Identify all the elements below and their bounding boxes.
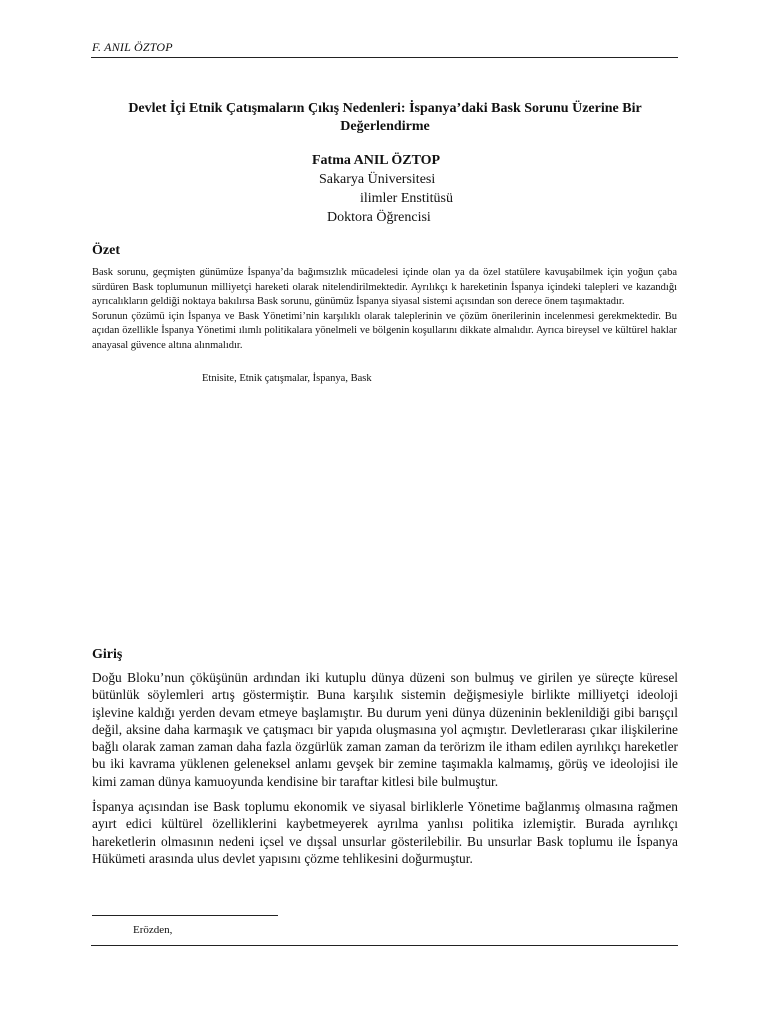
abstract-heading: Özet [92, 243, 120, 258]
author-institute: ilimler Enstitüsü [360, 191, 453, 206]
abstract-body [92, 266, 677, 354]
author-university: Sakarya Üniversitesi [319, 172, 436, 187]
introduction-body [92, 669, 678, 875]
introduction-heading: Giriş [92, 647, 123, 662]
abstract-paragraph: Bask sorunu, geçmişten günümüze İspanya’da bağımsızlık mücadelesi içinde olan ya da özel statülere kavuşabilmek için yoğun çaba sürdüren Bask toplumunun milliyetçi hareketi olarak nitelendirilmektedir. Ayrılıkçı k hareketinin İspanya içindeki talepleri ve kazandığı ayrıcalıkların geldiği noktaya bakılırsa Bask sorunu, günümüz İspanya siyasal sistemi açısından son derece önem taşımaktadır. [92, 267, 677, 308]
footnote: Erözden, [133, 924, 173, 936]
body-paragraph: Doğu Bloku’nun çöküşünün ardından iki kutuplu dünya düzeni son bulmuş ve girilen ye süreçte küresel bütünlük söylemleri artış göstermiştir. Buna karşılık sistemin değişmesiyle birlikte milliyetçi ideoloji işlevine kaldığı yerden devam etmeye başlamıştır. Bu durum yeni dünya düzeninin beklenildiği gibi barışçıl değil, aksine daha karmaşık ve çatışmacı bir yapıda oluşmasına yol açmıştır. Devletlerarası çıkar ilişkilerine bağlı olarak zaman zaman daha fazla özgürlük zaman zaman da terörizm ile itham edilen ayrılıkçı hareketler bu iki kavrama yüklenen geleneksel anlamı gevşek bir zemine taşımakla kalmamış, görüş ve ideolojisi ile kimi zaman dünya kamuoyunda kendisine bir taraftar kitlesi bile bulmuştur. [92, 670, 678, 789]
running-head: F. ANIL ÖZTOP [92, 40, 173, 54]
header-rule [91, 57, 678, 58]
paper-title: Devlet İçi Etnik Çatışmaların Çıkış Nedenleri: İspanya’daki Bask Sorunu Üzerine Bir Değerlendirme [128, 101, 642, 134]
abstract-paragraph: Sorunun çözümü için İspanya ve Bask Yönetimi’nin karşılıklı olarak taleplerinin ve çözüm önerilerinin incelenmesi gerekmektedir. Bu açıdan özellikle İspanya Yönetimi ılımlı politikalara yönelmeli ve bölgenin koşullarını dikkate almalıdır. Ayrıca bireysel ve kültürel haklar anayasal güvence altına alınmalıdır. [92, 310, 677, 351]
footnote-separator [92, 915, 278, 916]
author-role: Doktora Öğrencisi [327, 210, 431, 225]
footer-rule [91, 945, 678, 946]
body-paragraph: İspanya açısından ise Bask toplumu ekonomik ve siyasal birliklerle Yönetime bağlanmış olmasına rağmen ayırt edici kültürel özelliklerini kaybetmeyerek ayrılma yanlısı politika izlemiştir. Burada ayrılıkçı hareketlerin olmasının nedeni içsel ve dışsal unsurlar gösterilebilir. Bu unsurlar Bask toplumu ile İspanya Hükümeti arasında ulus devlet yapısını çözme tehlikesini doğurmuştur. [92, 799, 678, 866]
author-name: Fatma ANIL ÖZTOP [312, 153, 441, 168]
keywords: Etnisite, Etnik çatışmalar, İspanya, Bask [202, 373, 372, 384]
